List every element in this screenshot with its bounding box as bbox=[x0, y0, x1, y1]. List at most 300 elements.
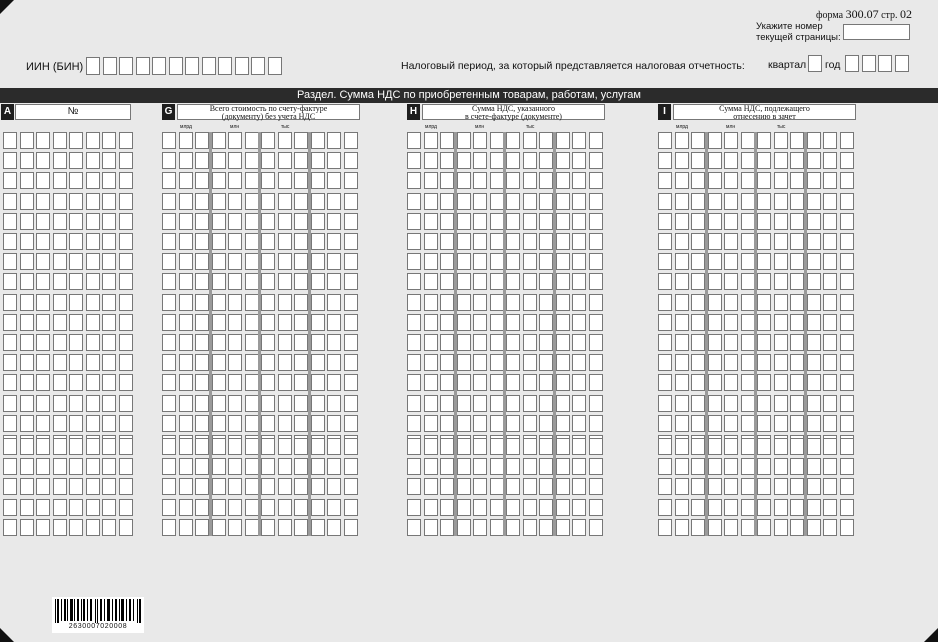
vat-invoice-cell[interactable] bbox=[572, 152, 586, 169]
vat-credit-cell[interactable] bbox=[840, 193, 854, 210]
number-cell[interactable] bbox=[119, 499, 133, 516]
vat-invoice-cell[interactable] bbox=[539, 395, 553, 412]
vat-invoice-cell[interactable] bbox=[457, 354, 471, 371]
total-cost-cell[interactable] bbox=[195, 395, 209, 412]
vat-credit-cell[interactable] bbox=[708, 314, 722, 331]
number-cell[interactable] bbox=[36, 415, 50, 432]
total-cost-cell[interactable] bbox=[278, 519, 292, 536]
total-cost-cell[interactable] bbox=[344, 253, 358, 270]
vat-credit-cell[interactable] bbox=[807, 273, 821, 290]
vat-invoice-cell[interactable] bbox=[424, 152, 438, 169]
vat-credit-cell[interactable] bbox=[708, 499, 722, 516]
number-cell[interactable] bbox=[20, 395, 34, 412]
number-cell[interactable] bbox=[36, 438, 50, 455]
vat-invoice-cell[interactable] bbox=[506, 273, 520, 290]
iin-digit-cell[interactable] bbox=[169, 57, 183, 75]
vat-credit-cell[interactable] bbox=[691, 438, 705, 455]
vat-invoice-cell[interactable] bbox=[506, 478, 520, 495]
total-cost-cell[interactable] bbox=[327, 213, 341, 230]
total-cost-cell[interactable] bbox=[245, 132, 259, 149]
number-cell[interactable] bbox=[20, 374, 34, 391]
total-cost-cell[interactable] bbox=[228, 499, 242, 516]
vat-invoice-cell[interactable] bbox=[556, 415, 570, 432]
total-cost-cell[interactable] bbox=[261, 354, 275, 371]
number-cell[interactable] bbox=[119, 395, 133, 412]
number-cell[interactable] bbox=[86, 193, 100, 210]
vat-invoice-cell[interactable] bbox=[539, 132, 553, 149]
number-cell[interactable] bbox=[53, 213, 67, 230]
total-cost-cell[interactable] bbox=[327, 253, 341, 270]
vat-invoice-cell[interactable] bbox=[539, 519, 553, 536]
vat-invoice-cell[interactable] bbox=[424, 499, 438, 516]
number-cell[interactable] bbox=[3, 395, 17, 412]
total-cost-cell[interactable] bbox=[327, 415, 341, 432]
vat-invoice-cell[interactable] bbox=[473, 519, 487, 536]
total-cost-cell[interactable] bbox=[212, 395, 226, 412]
total-cost-cell[interactable] bbox=[294, 374, 308, 391]
vat-invoice-cell[interactable] bbox=[407, 415, 421, 432]
vat-invoice-cell[interactable] bbox=[440, 253, 454, 270]
vat-invoice-cell[interactable] bbox=[589, 193, 603, 210]
vat-invoice-cell[interactable] bbox=[457, 294, 471, 311]
vat-credit-cell[interactable] bbox=[757, 415, 771, 432]
total-cost-cell[interactable] bbox=[228, 314, 242, 331]
vat-invoice-cell[interactable] bbox=[539, 415, 553, 432]
number-cell[interactable] bbox=[119, 193, 133, 210]
vat-credit-cell[interactable] bbox=[708, 253, 722, 270]
vat-credit-cell[interactable] bbox=[724, 395, 738, 412]
number-cell[interactable] bbox=[53, 253, 67, 270]
vat-credit-cell[interactable] bbox=[807, 314, 821, 331]
total-cost-cell[interactable] bbox=[261, 294, 275, 311]
total-cost-cell[interactable] bbox=[278, 314, 292, 331]
total-cost-cell[interactable] bbox=[344, 374, 358, 391]
vat-invoice-cell[interactable] bbox=[572, 395, 586, 412]
vat-invoice-cell[interactable] bbox=[424, 438, 438, 455]
vat-credit-cell[interactable] bbox=[658, 478, 672, 495]
vat-credit-cell[interactable] bbox=[757, 213, 771, 230]
number-cell[interactable] bbox=[119, 273, 133, 290]
year-digit-cell[interactable] bbox=[862, 55, 876, 72]
vat-invoice-cell[interactable] bbox=[490, 132, 504, 149]
total-cost-cell[interactable] bbox=[327, 354, 341, 371]
number-cell[interactable] bbox=[36, 233, 50, 250]
vat-invoice-cell[interactable] bbox=[589, 395, 603, 412]
iin-digit-cell[interactable] bbox=[119, 57, 133, 75]
vat-credit-cell[interactable] bbox=[691, 478, 705, 495]
vat-credit-cell[interactable] bbox=[840, 438, 854, 455]
total-cost-cell[interactable] bbox=[294, 395, 308, 412]
vat-credit-cell[interactable] bbox=[840, 415, 854, 432]
vat-credit-cell[interactable] bbox=[790, 415, 804, 432]
vat-invoice-cell[interactable] bbox=[539, 213, 553, 230]
number-cell[interactable] bbox=[69, 415, 83, 432]
total-cost-cell[interactable] bbox=[179, 438, 193, 455]
vat-invoice-cell[interactable] bbox=[473, 334, 487, 351]
vat-invoice-cell[interactable] bbox=[523, 438, 537, 455]
total-cost-cell[interactable] bbox=[261, 499, 275, 516]
vat-credit-cell[interactable] bbox=[807, 395, 821, 412]
number-cell[interactable] bbox=[69, 132, 83, 149]
number-cell[interactable] bbox=[119, 253, 133, 270]
vat-credit-cell[interactable] bbox=[790, 334, 804, 351]
vat-credit-cell[interactable] bbox=[774, 253, 788, 270]
vat-credit-cell[interactable] bbox=[790, 294, 804, 311]
number-cell[interactable] bbox=[36, 314, 50, 331]
number-cell[interactable] bbox=[102, 458, 116, 475]
total-cost-cell[interactable] bbox=[179, 193, 193, 210]
total-cost-cell[interactable] bbox=[162, 294, 176, 311]
total-cost-cell[interactable] bbox=[311, 152, 325, 169]
vat-credit-cell[interactable] bbox=[840, 253, 854, 270]
year-digit-cell[interactable] bbox=[845, 55, 859, 72]
vat-credit-cell[interactable] bbox=[840, 478, 854, 495]
vat-credit-cell[interactable] bbox=[757, 395, 771, 412]
total-cost-cell[interactable] bbox=[245, 213, 259, 230]
vat-invoice-cell[interactable] bbox=[572, 294, 586, 311]
total-cost-cell[interactable] bbox=[212, 458, 226, 475]
vat-invoice-cell[interactable] bbox=[523, 233, 537, 250]
vat-invoice-cell[interactable] bbox=[589, 132, 603, 149]
vat-credit-cell[interactable] bbox=[807, 132, 821, 149]
number-cell[interactable] bbox=[69, 193, 83, 210]
number-cell[interactable] bbox=[102, 374, 116, 391]
vat-credit-cell[interactable] bbox=[774, 374, 788, 391]
vat-invoice-cell[interactable] bbox=[539, 499, 553, 516]
total-cost-cell[interactable] bbox=[179, 132, 193, 149]
total-cost-cell[interactable] bbox=[228, 233, 242, 250]
vat-invoice-cell[interactable] bbox=[539, 172, 553, 189]
vat-credit-cell[interactable] bbox=[790, 458, 804, 475]
total-cost-cell[interactable] bbox=[162, 374, 176, 391]
vat-invoice-cell[interactable] bbox=[589, 233, 603, 250]
vat-invoice-cell[interactable] bbox=[424, 273, 438, 290]
vat-invoice-cell[interactable] bbox=[457, 458, 471, 475]
total-cost-cell[interactable] bbox=[344, 334, 358, 351]
number-cell[interactable] bbox=[3, 478, 17, 495]
vat-invoice-cell[interactable] bbox=[506, 213, 520, 230]
vat-invoice-cell[interactable] bbox=[407, 354, 421, 371]
vat-invoice-cell[interactable] bbox=[506, 314, 520, 331]
total-cost-cell[interactable] bbox=[261, 458, 275, 475]
vat-invoice-cell[interactable] bbox=[556, 152, 570, 169]
number-cell[interactable] bbox=[86, 152, 100, 169]
vat-invoice-cell[interactable] bbox=[523, 478, 537, 495]
vat-credit-cell[interactable] bbox=[741, 334, 755, 351]
vat-invoice-cell[interactable] bbox=[490, 172, 504, 189]
total-cost-cell[interactable] bbox=[162, 172, 176, 189]
vat-credit-cell[interactable] bbox=[774, 478, 788, 495]
total-cost-cell[interactable] bbox=[294, 253, 308, 270]
total-cost-cell[interactable] bbox=[195, 253, 209, 270]
vat-credit-cell[interactable] bbox=[790, 233, 804, 250]
number-cell[interactable] bbox=[36, 374, 50, 391]
vat-credit-cell[interactable] bbox=[658, 395, 672, 412]
vat-invoice-cell[interactable] bbox=[407, 314, 421, 331]
vat-credit-cell[interactable] bbox=[757, 294, 771, 311]
number-cell[interactable] bbox=[53, 354, 67, 371]
vat-credit-cell[interactable] bbox=[807, 499, 821, 516]
vat-invoice-cell[interactable] bbox=[589, 438, 603, 455]
vat-credit-cell[interactable] bbox=[757, 478, 771, 495]
number-cell[interactable] bbox=[119, 415, 133, 432]
vat-invoice-cell[interactable] bbox=[440, 395, 454, 412]
vat-invoice-cell[interactable] bbox=[457, 193, 471, 210]
vat-invoice-cell[interactable] bbox=[473, 438, 487, 455]
total-cost-cell[interactable] bbox=[294, 172, 308, 189]
total-cost-cell[interactable] bbox=[212, 415, 226, 432]
vat-invoice-cell[interactable] bbox=[506, 193, 520, 210]
total-cost-cell[interactable] bbox=[212, 519, 226, 536]
total-cost-cell[interactable] bbox=[344, 314, 358, 331]
vat-invoice-cell[interactable] bbox=[589, 478, 603, 495]
number-cell[interactable] bbox=[119, 172, 133, 189]
vat-credit-cell[interactable] bbox=[658, 273, 672, 290]
number-cell[interactable] bbox=[3, 354, 17, 371]
total-cost-cell[interactable] bbox=[162, 499, 176, 516]
vat-credit-cell[interactable] bbox=[691, 354, 705, 371]
vat-credit-cell[interactable] bbox=[691, 213, 705, 230]
vat-credit-cell[interactable] bbox=[658, 354, 672, 371]
vat-invoice-cell[interactable] bbox=[440, 519, 454, 536]
vat-credit-cell[interactable] bbox=[724, 519, 738, 536]
vat-credit-cell[interactable] bbox=[741, 395, 755, 412]
vat-credit-cell[interactable] bbox=[823, 253, 837, 270]
number-cell[interactable] bbox=[69, 334, 83, 351]
vat-credit-cell[interactable] bbox=[823, 334, 837, 351]
total-cost-cell[interactable] bbox=[162, 519, 176, 536]
vat-credit-cell[interactable] bbox=[823, 374, 837, 391]
vat-invoice-cell[interactable] bbox=[490, 193, 504, 210]
vat-invoice-cell[interactable] bbox=[473, 415, 487, 432]
total-cost-cell[interactable] bbox=[294, 438, 308, 455]
number-cell[interactable] bbox=[20, 334, 34, 351]
vat-invoice-cell[interactable] bbox=[556, 499, 570, 516]
vat-credit-cell[interactable] bbox=[741, 253, 755, 270]
total-cost-cell[interactable] bbox=[228, 374, 242, 391]
vat-invoice-cell[interactable] bbox=[506, 132, 520, 149]
vat-credit-cell[interactable] bbox=[658, 193, 672, 210]
total-cost-cell[interactable] bbox=[311, 519, 325, 536]
total-cost-cell[interactable] bbox=[212, 478, 226, 495]
total-cost-cell[interactable] bbox=[311, 213, 325, 230]
vat-credit-cell[interactable] bbox=[757, 172, 771, 189]
vat-invoice-cell[interactable] bbox=[589, 334, 603, 351]
vat-invoice-cell[interactable] bbox=[572, 314, 586, 331]
vat-credit-cell[interactable] bbox=[774, 354, 788, 371]
total-cost-cell[interactable] bbox=[195, 438, 209, 455]
number-cell[interactable] bbox=[102, 172, 116, 189]
vat-invoice-cell[interactable] bbox=[572, 273, 586, 290]
total-cost-cell[interactable] bbox=[212, 152, 226, 169]
vat-credit-cell[interactable] bbox=[807, 519, 821, 536]
vat-credit-cell[interactable] bbox=[840, 273, 854, 290]
total-cost-cell[interactable] bbox=[344, 294, 358, 311]
total-cost-cell[interactable] bbox=[327, 152, 341, 169]
number-cell[interactable] bbox=[102, 233, 116, 250]
number-cell[interactable] bbox=[20, 233, 34, 250]
number-cell[interactable] bbox=[119, 438, 133, 455]
vat-invoice-cell[interactable] bbox=[556, 253, 570, 270]
number-cell[interactable] bbox=[102, 213, 116, 230]
vat-invoice-cell[interactable] bbox=[424, 395, 438, 412]
vat-invoice-cell[interactable] bbox=[407, 478, 421, 495]
vat-credit-cell[interactable] bbox=[840, 233, 854, 250]
vat-credit-cell[interactable] bbox=[658, 458, 672, 475]
total-cost-cell[interactable] bbox=[311, 354, 325, 371]
vat-invoice-cell[interactable] bbox=[523, 152, 537, 169]
total-cost-cell[interactable] bbox=[212, 213, 226, 230]
vat-credit-cell[interactable] bbox=[840, 354, 854, 371]
number-cell[interactable] bbox=[119, 233, 133, 250]
vat-credit-cell[interactable] bbox=[840, 334, 854, 351]
total-cost-cell[interactable] bbox=[311, 193, 325, 210]
total-cost-cell[interactable] bbox=[179, 152, 193, 169]
total-cost-cell[interactable] bbox=[245, 294, 259, 311]
number-cell[interactable] bbox=[53, 395, 67, 412]
number-cell[interactable] bbox=[20, 499, 34, 516]
total-cost-cell[interactable] bbox=[261, 132, 275, 149]
vat-invoice-cell[interactable] bbox=[424, 253, 438, 270]
number-cell[interactable] bbox=[3, 152, 17, 169]
vat-credit-cell[interactable] bbox=[807, 374, 821, 391]
number-cell[interactable] bbox=[20, 193, 34, 210]
vat-credit-cell[interactable] bbox=[691, 499, 705, 516]
number-cell[interactable] bbox=[102, 132, 116, 149]
vat-credit-cell[interactable] bbox=[823, 478, 837, 495]
total-cost-cell[interactable] bbox=[179, 172, 193, 189]
number-cell[interactable] bbox=[53, 334, 67, 351]
vat-credit-cell[interactable] bbox=[724, 314, 738, 331]
vat-credit-cell[interactable] bbox=[675, 294, 689, 311]
vat-invoice-cell[interactable] bbox=[556, 458, 570, 475]
number-cell[interactable] bbox=[69, 354, 83, 371]
vat-invoice-cell[interactable] bbox=[490, 354, 504, 371]
total-cost-cell[interactable] bbox=[327, 458, 341, 475]
number-cell[interactable] bbox=[53, 193, 67, 210]
vat-credit-cell[interactable] bbox=[774, 438, 788, 455]
iin-digit-cell[interactable] bbox=[103, 57, 117, 75]
vat-invoice-cell[interactable] bbox=[523, 273, 537, 290]
total-cost-cell[interactable] bbox=[311, 233, 325, 250]
vat-credit-cell[interactable] bbox=[675, 314, 689, 331]
vat-invoice-cell[interactable] bbox=[457, 132, 471, 149]
vat-credit-cell[interactable] bbox=[724, 233, 738, 250]
vat-credit-cell[interactable] bbox=[774, 294, 788, 311]
vat-invoice-cell[interactable] bbox=[589, 519, 603, 536]
total-cost-cell[interactable] bbox=[245, 395, 259, 412]
vat-invoice-cell[interactable] bbox=[424, 334, 438, 351]
number-cell[interactable] bbox=[53, 374, 67, 391]
total-cost-cell[interactable] bbox=[344, 213, 358, 230]
vat-invoice-cell[interactable] bbox=[490, 458, 504, 475]
vat-invoice-cell[interactable] bbox=[407, 438, 421, 455]
number-cell[interactable] bbox=[119, 334, 133, 351]
total-cost-cell[interactable] bbox=[195, 273, 209, 290]
vat-invoice-cell[interactable] bbox=[457, 152, 471, 169]
vat-credit-cell[interactable] bbox=[658, 415, 672, 432]
vat-credit-cell[interactable] bbox=[823, 172, 837, 189]
vat-invoice-cell[interactable] bbox=[539, 273, 553, 290]
total-cost-cell[interactable] bbox=[195, 193, 209, 210]
vat-credit-cell[interactable] bbox=[675, 334, 689, 351]
total-cost-cell[interactable] bbox=[278, 273, 292, 290]
vat-credit-cell[interactable] bbox=[724, 415, 738, 432]
vat-invoice-cell[interactable] bbox=[424, 132, 438, 149]
vat-credit-cell[interactable] bbox=[691, 132, 705, 149]
total-cost-cell[interactable] bbox=[294, 213, 308, 230]
vat-credit-cell[interactable] bbox=[807, 152, 821, 169]
vat-invoice-cell[interactable] bbox=[556, 132, 570, 149]
vat-invoice-cell[interactable] bbox=[440, 233, 454, 250]
vat-invoice-cell[interactable] bbox=[523, 374, 537, 391]
vat-invoice-cell[interactable] bbox=[457, 415, 471, 432]
total-cost-cell[interactable] bbox=[195, 152, 209, 169]
total-cost-cell[interactable] bbox=[245, 438, 259, 455]
vat-invoice-cell[interactable] bbox=[473, 213, 487, 230]
vat-credit-cell[interactable] bbox=[774, 132, 788, 149]
total-cost-cell[interactable] bbox=[261, 519, 275, 536]
vat-credit-cell[interactable] bbox=[840, 374, 854, 391]
vat-credit-cell[interactable] bbox=[691, 152, 705, 169]
vat-credit-cell[interactable] bbox=[741, 499, 755, 516]
total-cost-cell[interactable] bbox=[179, 334, 193, 351]
vat-credit-cell[interactable] bbox=[675, 458, 689, 475]
number-cell[interactable] bbox=[69, 294, 83, 311]
total-cost-cell[interactable] bbox=[278, 415, 292, 432]
vat-invoice-cell[interactable] bbox=[506, 233, 520, 250]
vat-credit-cell[interactable] bbox=[691, 193, 705, 210]
vat-credit-cell[interactable] bbox=[741, 438, 755, 455]
vat-invoice-cell[interactable] bbox=[523, 354, 537, 371]
vat-credit-cell[interactable] bbox=[691, 395, 705, 412]
iin-digit-cell[interactable] bbox=[86, 57, 100, 75]
vat-invoice-cell[interactable] bbox=[407, 519, 421, 536]
vat-invoice-cell[interactable] bbox=[572, 438, 586, 455]
number-cell[interactable] bbox=[86, 354, 100, 371]
vat-invoice-cell[interactable] bbox=[589, 213, 603, 230]
vat-credit-cell[interactable] bbox=[741, 193, 755, 210]
total-cost-cell[interactable] bbox=[327, 273, 341, 290]
vat-credit-cell[interactable] bbox=[708, 233, 722, 250]
vat-credit-cell[interactable] bbox=[675, 233, 689, 250]
vat-credit-cell[interactable] bbox=[840, 152, 854, 169]
number-cell[interactable] bbox=[69, 519, 83, 536]
number-cell[interactable] bbox=[86, 395, 100, 412]
vat-invoice-cell[interactable] bbox=[424, 213, 438, 230]
number-cell[interactable] bbox=[86, 458, 100, 475]
vat-invoice-cell[interactable] bbox=[473, 233, 487, 250]
vat-credit-cell[interactable] bbox=[675, 478, 689, 495]
total-cost-cell[interactable] bbox=[344, 273, 358, 290]
vat-credit-cell[interactable] bbox=[691, 253, 705, 270]
total-cost-cell[interactable] bbox=[311, 458, 325, 475]
total-cost-cell[interactable] bbox=[179, 294, 193, 311]
total-cost-cell[interactable] bbox=[278, 395, 292, 412]
total-cost-cell[interactable] bbox=[294, 193, 308, 210]
total-cost-cell[interactable] bbox=[179, 415, 193, 432]
vat-invoice-cell[interactable] bbox=[556, 438, 570, 455]
vat-credit-cell[interactable] bbox=[774, 519, 788, 536]
total-cost-cell[interactable] bbox=[294, 334, 308, 351]
number-cell[interactable] bbox=[86, 294, 100, 311]
total-cost-cell[interactable] bbox=[245, 273, 259, 290]
vat-credit-cell[interactable] bbox=[708, 213, 722, 230]
vat-credit-cell[interactable] bbox=[807, 294, 821, 311]
vat-credit-cell[interactable] bbox=[741, 233, 755, 250]
vat-credit-cell[interactable] bbox=[790, 172, 804, 189]
total-cost-cell[interactable] bbox=[162, 415, 176, 432]
